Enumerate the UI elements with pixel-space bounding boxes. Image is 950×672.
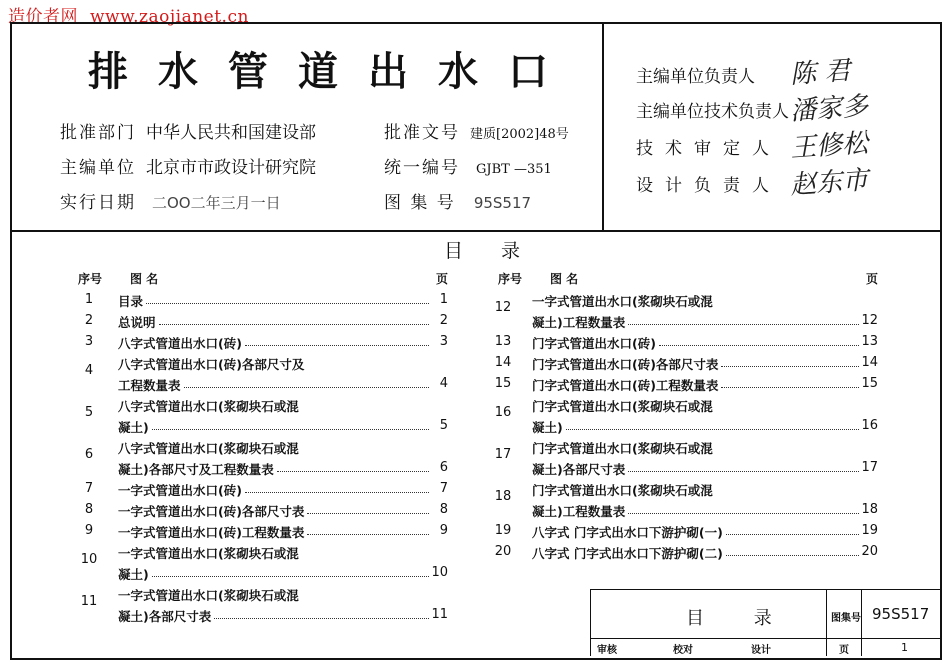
toc-item-name: 凝土)工程数量表 bbox=[532, 504, 626, 519]
toc-item-page: 8 bbox=[439, 502, 448, 517]
toc-leader bbox=[726, 523, 859, 535]
toc-item-name: 凝土)工程数量表 bbox=[532, 315, 626, 330]
toc-right-header-name: 图 名 bbox=[550, 272, 579, 286]
toc-item[interactable] bbox=[532, 502, 878, 520]
toc-leader bbox=[721, 376, 859, 388]
editor-unit-label: 主编单位 bbox=[60, 158, 136, 178]
toc-item-name: 凝土) bbox=[118, 567, 149, 582]
toc-item-name: 总说明 bbox=[118, 315, 156, 330]
toc-left-header-no: 序号 bbox=[78, 272, 103, 286]
toc-leader bbox=[184, 376, 429, 388]
toc-item[interactable] bbox=[532, 355, 878, 373]
toc-item-name: 门字式管道出水口(砖)各部尺寸表 bbox=[532, 357, 719, 372]
effective-date-row bbox=[60, 188, 281, 213]
toc-item-name: 凝土) bbox=[118, 420, 149, 435]
toc-item-name: 一字式管道出水口(砖)各部尺寸表 bbox=[118, 504, 305, 519]
toc-item-name: 一字式管道出水口(砖) bbox=[118, 483, 242, 498]
toc-left-header-name: 图 名 bbox=[130, 272, 159, 286]
approval-doc-row bbox=[384, 118, 569, 143]
toc-item[interactable] bbox=[532, 376, 878, 394]
signature-4: 赵东市 bbox=[789, 165, 870, 201]
design-label: 设计 bbox=[751, 645, 771, 656]
toc-leader bbox=[159, 313, 429, 325]
page-number: 1 bbox=[901, 641, 908, 654]
toc-item bbox=[118, 439, 448, 457]
effective-date-value: 二OO二年三月一日 bbox=[152, 194, 281, 212]
toc-item-page: 9 bbox=[439, 523, 448, 538]
toc-item-page: 13 bbox=[861, 334, 878, 349]
title-block-atlas-no: 95S517 bbox=[872, 605, 930, 623]
toc-item-page: 16 bbox=[861, 418, 878, 433]
toc-item bbox=[532, 481, 878, 499]
approval-dept-value: 中华人民共和国建设部 bbox=[146, 123, 316, 143]
toc-item[interactable] bbox=[118, 502, 448, 520]
toc-item-page: 6 bbox=[439, 460, 448, 475]
responsible-role-4: 设计负责人 bbox=[636, 176, 781, 196]
toc-item[interactable] bbox=[118, 418, 448, 436]
toc-leader bbox=[721, 355, 859, 367]
toc-item[interactable] bbox=[118, 565, 448, 583]
toc-left-header-page: 页 bbox=[436, 272, 449, 286]
toc-leader bbox=[628, 313, 859, 325]
document-title: 排水管道出水口 bbox=[88, 49, 578, 95]
toc-item[interactable] bbox=[532, 334, 878, 352]
toc-item[interactable] bbox=[532, 523, 878, 541]
toc-item-page: 18 bbox=[861, 502, 878, 517]
toc-item bbox=[532, 397, 878, 415]
toc-item-page: 2 bbox=[439, 313, 448, 328]
toc-item-name: 凝土) bbox=[532, 420, 563, 435]
approval-dept-row bbox=[60, 118, 316, 143]
unified-no-value: GJBT —351 bbox=[476, 162, 552, 177]
toc-item[interactable] bbox=[118, 481, 448, 499]
toc-item[interactable] bbox=[118, 313, 448, 331]
approval-dept-label: 批准部门 bbox=[60, 123, 136, 143]
title-block-title: 目 录 bbox=[686, 608, 794, 629]
toc-item-name: 门字式管道出水口(浆砌块石或混 bbox=[532, 483, 713, 498]
unified-no-label: 统一编号 bbox=[384, 158, 460, 178]
toc-leader bbox=[628, 502, 859, 514]
toc-item-page: 15 bbox=[861, 376, 878, 391]
toc-right-header-page: 页 bbox=[866, 272, 879, 286]
atlas-no-value: 95S517 bbox=[473, 194, 532, 212]
toc-item-name: 门字式管道出水口(浆砌块石或混 bbox=[532, 399, 713, 414]
header-divider bbox=[602, 22, 604, 232]
toc-item bbox=[532, 292, 878, 310]
toc-item[interactable] bbox=[532, 544, 878, 562]
toc-item-page: 5 bbox=[439, 418, 448, 433]
toc-leader bbox=[307, 523, 429, 535]
toc-item[interactable] bbox=[532, 313, 878, 331]
toc-item-name: 工程数量表 bbox=[118, 378, 181, 393]
page-label: 页 bbox=[839, 645, 849, 656]
toc-item[interactable] bbox=[118, 523, 448, 541]
toc-item-page: 12 bbox=[861, 313, 878, 328]
toc-item bbox=[118, 544, 448, 562]
toc-item-name: 一字式管道出水口(浆砌块石或混 bbox=[118, 546, 299, 561]
title-block-atlas-label: 图集号 bbox=[831, 613, 861, 624]
toc-item[interactable] bbox=[118, 292, 448, 310]
toc-leader bbox=[146, 292, 429, 304]
toc-item-name: 八字式 门字式出水口下游护砌(二) bbox=[532, 546, 723, 561]
signature-2: 潘家多 bbox=[789, 91, 870, 127]
responsible-role-3: 技术审定人 bbox=[636, 139, 781, 159]
atlas-no-row bbox=[384, 188, 531, 213]
signature-3: 王修松 bbox=[789, 128, 870, 164]
editor-unit-row bbox=[60, 153, 316, 178]
check-label: 校对 bbox=[673, 645, 693, 656]
toc-item-name: 八字式管道出水口(砖)各部尺寸及 bbox=[118, 357, 305, 372]
toc-item-page: 19 bbox=[861, 523, 878, 538]
editor-unit-value: 北京市市政设计研究院 bbox=[146, 158, 316, 178]
unified-no-row bbox=[384, 153, 552, 178]
toc-item-name: 八字式管道出水口(砖) bbox=[118, 336, 242, 351]
toc-item bbox=[118, 586, 448, 604]
toc-item bbox=[118, 397, 448, 415]
toc-item[interactable] bbox=[532, 460, 878, 478]
toc-item-page: 14 bbox=[861, 355, 878, 370]
toc-item-name: 目录 bbox=[118, 294, 144, 309]
title-block bbox=[590, 589, 941, 656]
toc-item-name: 八字式管道出水口(浆砌块石或混 bbox=[118, 399, 299, 414]
toc-item-name: 一字式管道出水口(浆砌块石或混 bbox=[532, 294, 713, 309]
toc-item[interactable] bbox=[532, 418, 878, 436]
toc-item[interactable] bbox=[118, 334, 448, 352]
toc-item-name: 凝土)各部尺寸表 bbox=[118, 609, 212, 624]
toc-item-name: 门字式管道出水口(浆砌块石或混 bbox=[532, 441, 713, 456]
review-label: 审核 bbox=[597, 645, 617, 656]
watermark-url[interactable]: www.zaojianet.cn bbox=[90, 7, 249, 27]
toc-item bbox=[118, 355, 448, 373]
toc-leader bbox=[307, 502, 429, 514]
toc-item-page: 20 bbox=[861, 544, 878, 559]
toc-leader bbox=[566, 418, 859, 430]
toc-item-name: 凝土)各部尺寸及工程数量表 bbox=[118, 462, 274, 477]
toc-item-page: 7 bbox=[439, 481, 448, 496]
approval-doc-label: 批准文号 bbox=[384, 123, 460, 143]
responsible-role-1: 主编单位负责人 bbox=[636, 67, 755, 87]
toc-item-name: 凝土)各部尺寸表 bbox=[532, 462, 626, 477]
toc-item[interactable] bbox=[118, 460, 448, 478]
toc-leader bbox=[245, 481, 429, 493]
effective-date-label: 实行日期 bbox=[60, 193, 136, 213]
toc-item-page: 4 bbox=[439, 376, 448, 391]
signature-1: 陈 君 bbox=[789, 55, 852, 91]
header-bottom-rule bbox=[10, 230, 940, 232]
toc-leader bbox=[659, 334, 859, 346]
toc-leader bbox=[277, 460, 429, 472]
toc-item-name: 八字式 门字式出水口下游护砌(一) bbox=[532, 525, 723, 540]
toc-item-name: 一字式管道出水口(砖)工程数量表 bbox=[118, 525, 305, 540]
toc-leader bbox=[152, 565, 429, 577]
toc-item-name: 门字式管道出水口(砖)工程数量表 bbox=[532, 378, 719, 393]
toc-item-name: 八字式管道出水口(浆砌块石或混 bbox=[118, 441, 299, 456]
toc-item bbox=[532, 439, 878, 457]
toc-item-page: 11 bbox=[431, 607, 448, 622]
toc-item[interactable] bbox=[118, 376, 448, 394]
responsible-role-2: 主编单位技术负责人 bbox=[636, 102, 789, 122]
watermark-site: 造价者网 bbox=[8, 7, 78, 27]
toc-item-page: 10 bbox=[431, 565, 448, 580]
approval-doc-value: 建质[2002]48号 bbox=[470, 127, 569, 142]
toc-item-page: 17 bbox=[861, 460, 878, 475]
toc-leader bbox=[628, 460, 859, 472]
atlas-no-label: 图 集 号 bbox=[384, 193, 456, 213]
toc-item-page: 1 bbox=[439, 292, 448, 307]
toc-item-page: 3 bbox=[439, 334, 448, 349]
toc-right-header-no: 序号 bbox=[498, 272, 523, 286]
toc-leader bbox=[726, 544, 859, 556]
toc-leader bbox=[152, 418, 429, 430]
toc-item[interactable] bbox=[118, 607, 448, 625]
toc-item-name: 门字式管道出水口(砖) bbox=[532, 336, 656, 351]
toc-item-name: 一字式管道出水口(浆砌块石或混 bbox=[118, 588, 299, 603]
toc-leader bbox=[214, 607, 429, 619]
toc-leader bbox=[245, 334, 429, 346]
toc-title: 目 录 bbox=[444, 240, 537, 262]
